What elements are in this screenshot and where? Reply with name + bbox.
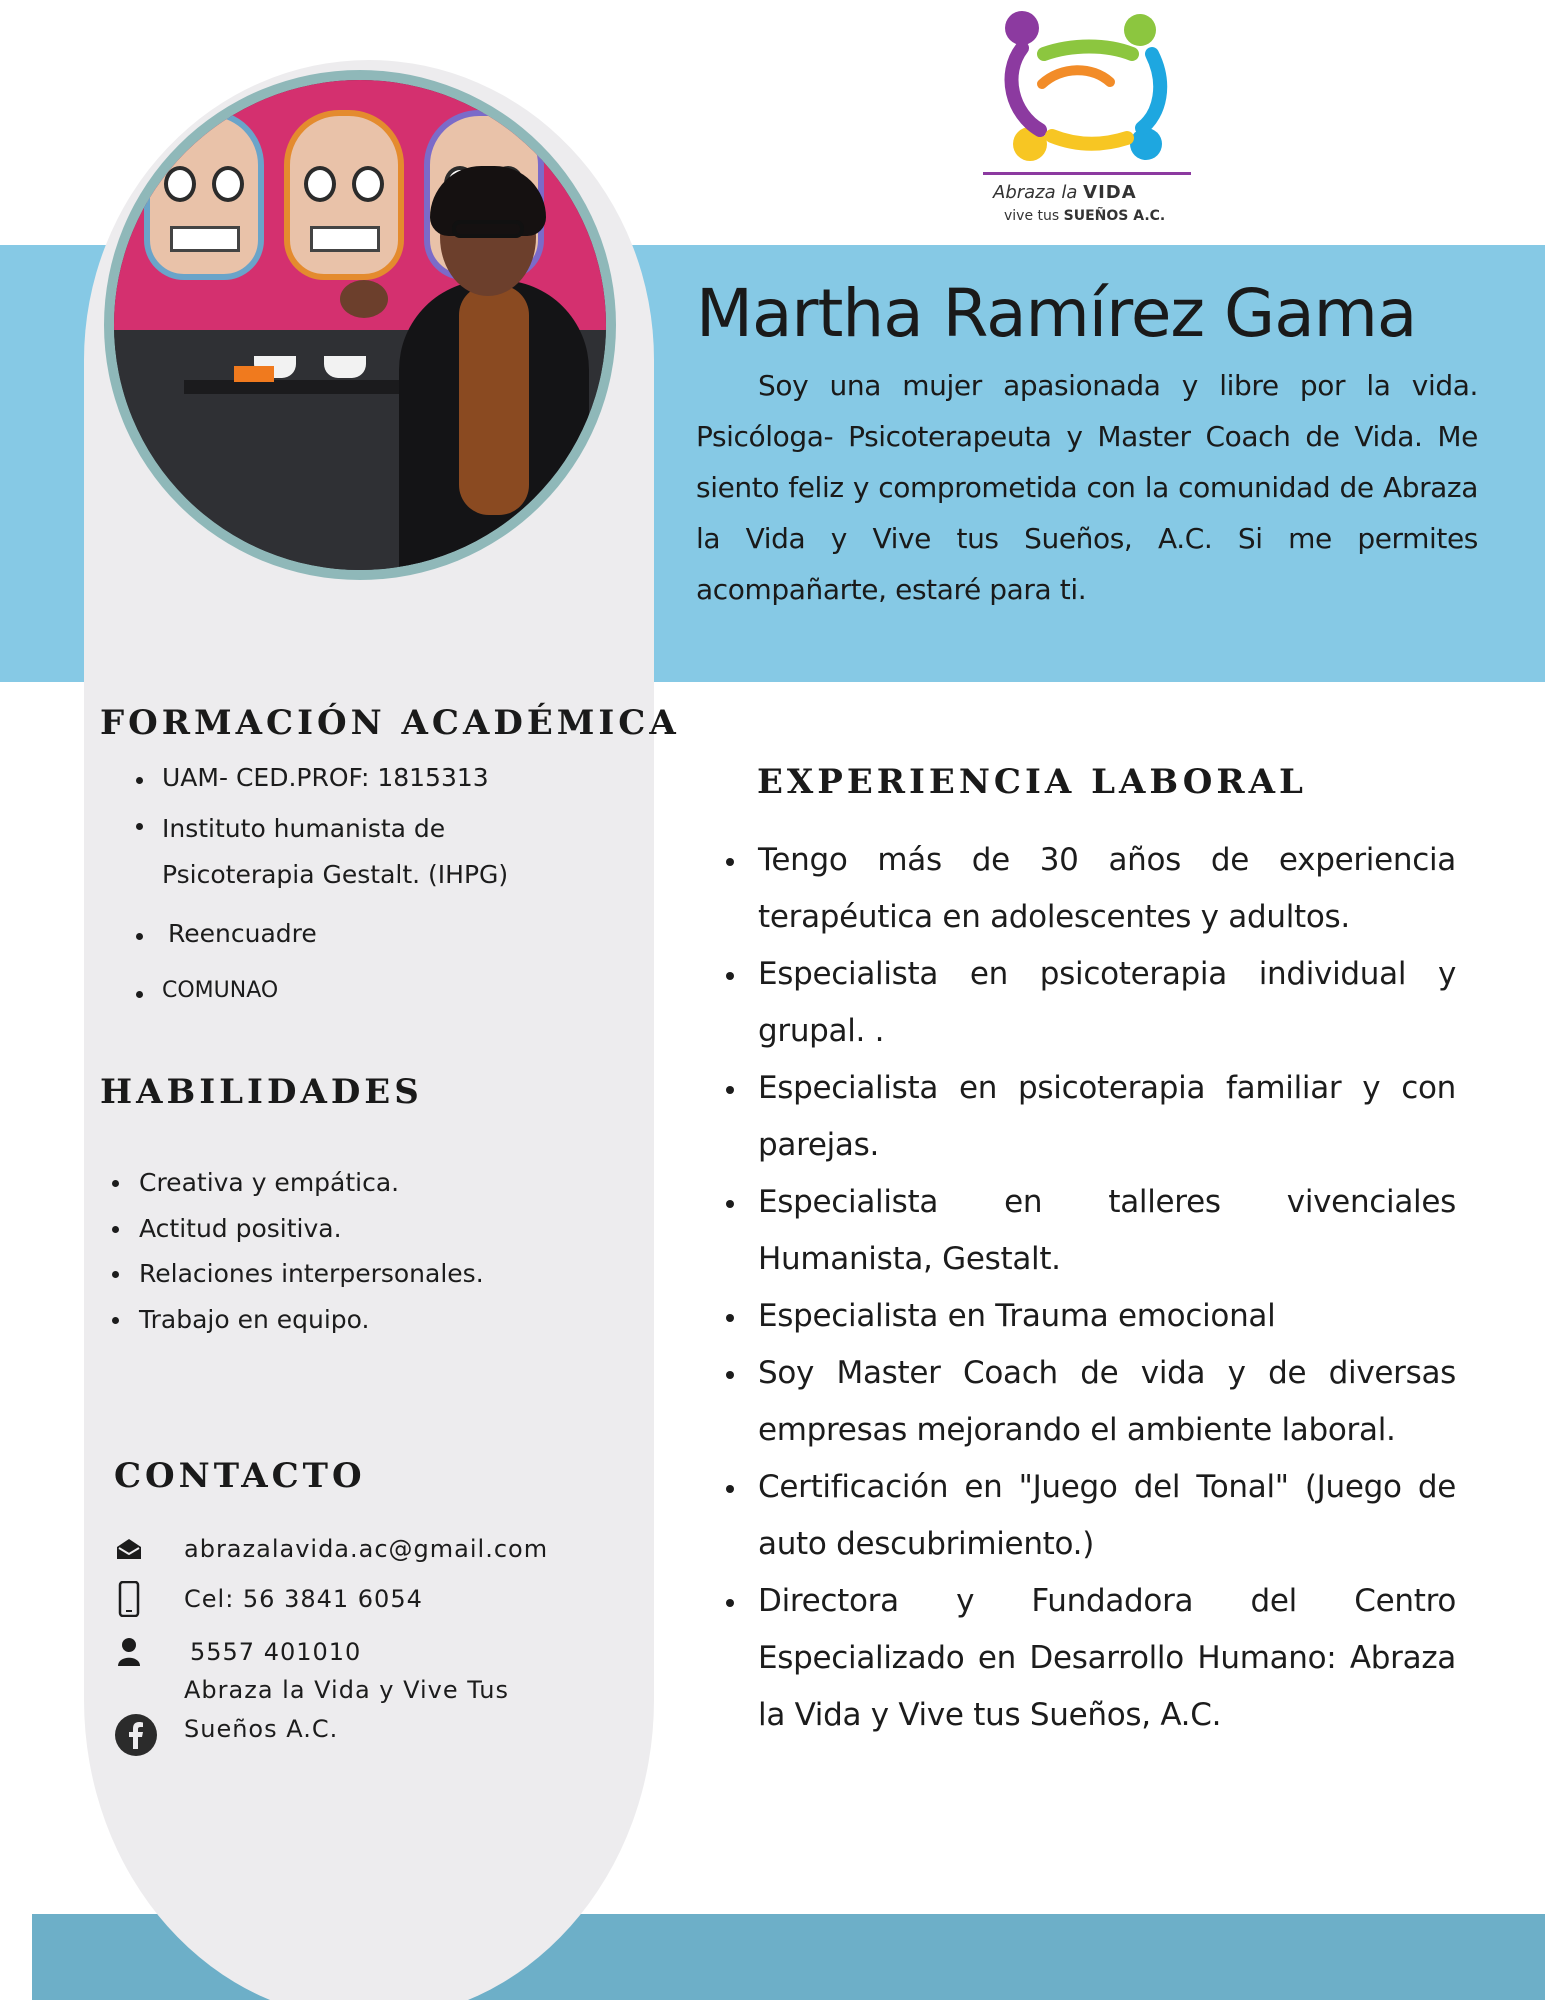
list-item: Soy Master Coach de vida y de diversas empresas mejorando el ambiente laboral. (724, 1345, 1456, 1459)
list-item: Reencuadre (136, 916, 576, 952)
experiencia-heading: EXPERIENCIA LABORAL (757, 762, 1307, 802)
envelope-icon (114, 1534, 144, 1564)
logo-text-line1: Abraza la VIDA (993, 182, 1137, 203)
list-item: Instituto humanista de Psicoterapia Gestalt. (IHPG) (136, 806, 576, 898)
contact-phone-row (114, 1637, 362, 1667)
habilidades-list (112, 1160, 572, 1342)
list-item: Especialista en talleres vivenciales Humanista, Gestalt. (724, 1174, 1456, 1288)
contact-cel[interactable]: Cel: 56 3841 6054 (184, 1585, 423, 1613)
list-item: Tengo más de 30 años de experiencia terapéutica en adolescentes y adultos. (724, 832, 1456, 946)
contact-phone[interactable]: 5557 401010 (190, 1638, 362, 1666)
logo-divider (983, 172, 1191, 175)
contact-email[interactable]: abrazalavida.ac@gmail.com (184, 1535, 549, 1563)
facebook-icon (114, 1713, 158, 1757)
person-name: Martha Ramírez Gama (696, 275, 1417, 352)
list-item: Actitud positiva. (112, 1206, 572, 1252)
habilidades-heading: HABILIDADES (100, 1072, 423, 1112)
experiencia-list (724, 832, 1456, 1744)
list-item: UAM- CED.PROF: 1815313 (136, 760, 576, 796)
contact-facebook-row (114, 1676, 510, 1757)
formacion-list (136, 760, 576, 1008)
bio-paragraph: Soy una mujer apasionada y libre por la vida. Psicóloga- Psicoterapeuta y Master Coach de Vida. Me siento feliz y comprometida con la comunidad de Abraza la Vida y Vive tus Sueños, A.C. Si me permites acompañarte, estaré para ti. (696, 369, 1478, 606)
contact-cel-row (114, 1584, 423, 1614)
list-item: Creativa y empática. (112, 1160, 572, 1206)
list-item: Trabajo en equipo. (112, 1297, 572, 1343)
list-item: Relaciones interpersonales. (112, 1251, 572, 1297)
person-icon (114, 1637, 144, 1667)
list-item: Certificación en "Juego del Tonal" (Juego de auto descubrimiento.) (724, 1459, 1456, 1573)
list-item: Especialista en psicoterapia individual y grupal. . (724, 946, 1456, 1060)
list-item: COMUNAO (136, 974, 576, 1008)
contact-email-row (114, 1534, 549, 1564)
formacion-heading: FORMACIÓN ACADÉMICA (100, 703, 680, 743)
profile-photo (104, 70, 616, 580)
list-item: Directora y Fundadora del Centro Especializado en Desarrollo Humano: Abraza la Vida y Vive tus Sueños, A.C. (724, 1573, 1456, 1744)
logo-text-line2: vive tus SUEÑOS A.C. (1004, 208, 1166, 224)
list-item: Especialista en Trauma emocional (724, 1288, 1456, 1345)
contact-facebook[interactable]: Abraza la Vida y Vive Tus Sueños A.C. (184, 1676, 510, 1743)
list-item: Especialista en psicoterapia familiar y con parejas. (724, 1060, 1456, 1174)
contacto-heading: CONTACTO (114, 1456, 366, 1496)
mobile-phone-icon (114, 1584, 144, 1614)
